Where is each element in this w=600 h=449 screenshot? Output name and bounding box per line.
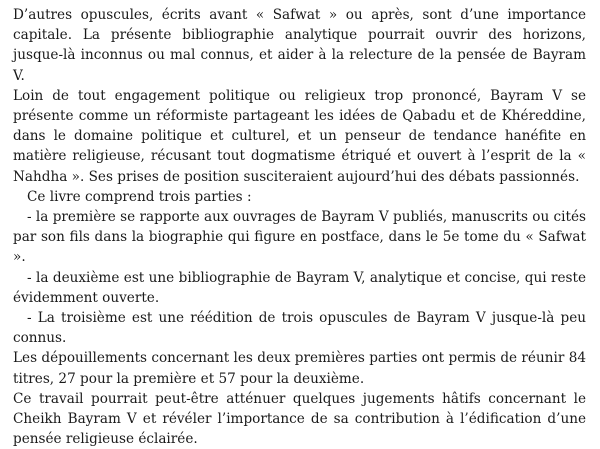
paragraph-trois-parties: Ce livre comprend trois parties : [27,188,252,205]
paragraph-reformiste: Loin de tout engagement politique ou religieux trop prononcé, Bayram V se présente comme un réformiste partageant les idées de Qabadu et de Khéreddine, dans le domaine politique et culturel, et un penseur de tendance hanéfite en matière religieuse, récusant tout dogmatisme étriqué et ouvert à l’esprit de la « Nahdha ». Ses prises de position susciteraient aujourd’hui des débats passionnés. [13,87,586,185]
paragraph-deuxieme-partie: - la deuxième est une bibliographie de Bayram V, analytique et concise, qui reste évidemment ouverte. [13,269,586,306]
paragraph-opuscules: D’autres opuscules, écrits avant « Safwat » ou après, sont d’une importance capitale. La présente bibliographie analytique pourrait ouvrir des horizons, jusque-là inconnus ou mal connus, et aider à la relecture de la pensée de Bayram V. [13,7,586,84]
paragraph-premiere-partie: - la première se rapporte aux ouvrages de Bayram V publiés, manuscrits ou cités par son fils dans la biographie qui figure en postface, dans le 5e tome du « Safwat ». [13,209,586,266]
paragraph-conclusion: Ce travail pourrait peut-être atténuer quelques jugements hâtifs concernant le Cheikh Bayram V et révéler l’importance de sa contribution à l’édification d’une pensée religieuse éclairée. [13,390,586,448]
paragraph-troisieme-partie: - La troisième est une réédition de trois opuscules de Bayram V jusque-là peu connus. [13,310,586,347]
paragraph-depouillements: Les dépouillements concernant les deux premières parties ont permis de réunir 84 titres, 27 pour la première et 57 pour la deuxième. [13,350,586,387]
